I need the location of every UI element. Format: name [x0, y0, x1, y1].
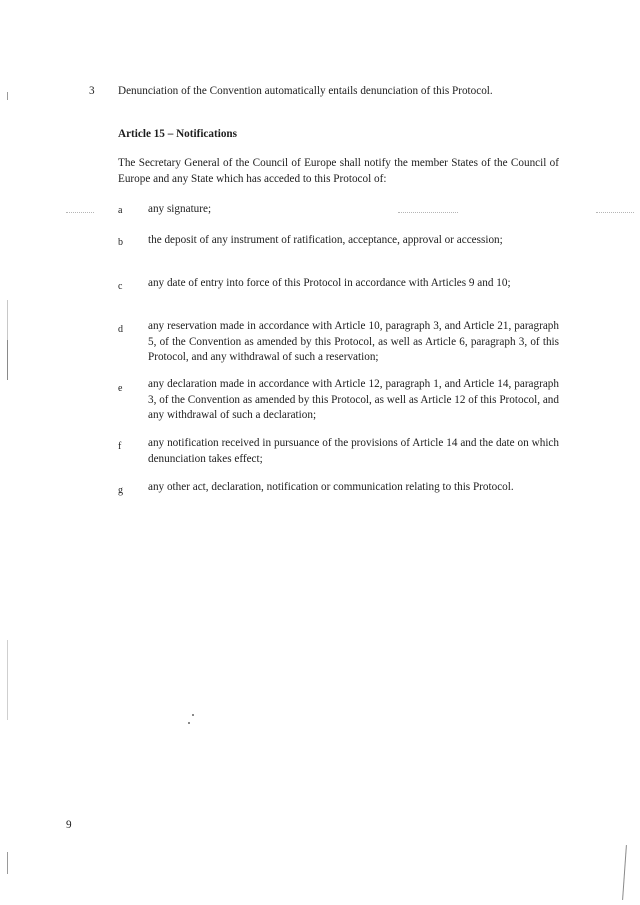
list-item-letter: d	[118, 324, 123, 335]
list-item-letter: f	[118, 441, 122, 452]
article-intro: The Secretary General of the Council of Europe shall notify the member States of the Council of Europe and any State which has acceded to this Protocol of:	[118, 157, 559, 185]
scan-mark	[622, 845, 627, 900]
list-item: any declaration made in accordance with Article 12, paragraph 1, and Article 14, paragraph 3, of the Convention as amended by this Protocol, as well as Article 12 of this Protocol, and any withdrawal of such a declaration;	[148, 378, 559, 422]
scan-mark	[7, 92, 8, 100]
list-item-letter: b	[118, 237, 123, 248]
list-item-letter: c	[118, 281, 123, 292]
scan-dots-left	[66, 212, 94, 214]
scan-dots-right	[596, 212, 634, 214]
list-item: any notification received in pursuance of the provisions of Article 14 and the date on which denunciation takes effect;	[148, 437, 559, 465]
scan-mark	[7, 852, 8, 874]
scan-dots-mid	[398, 212, 458, 214]
list-item: any signature;	[148, 203, 212, 215]
article-heading: Article 15 – Notifications	[118, 128, 237, 140]
scan-mark	[192, 714, 194, 716]
paragraph-number: 3	[89, 85, 95, 97]
list-item: the deposit of any instrument of ratification, acceptance, approval or accession;	[148, 234, 503, 246]
scan-mark	[7, 640, 8, 720]
scan-mark	[188, 722, 190, 724]
list-item: any reservation made in accordance with Article 10, paragraph 3, and Article 21, paragraph 5, of the Convention as amended by this Protocol, as well as Article 6, paragraph 3, of this Protocol, and any withdrawal of such a reservation;	[148, 320, 559, 364]
list-item-letter: a	[118, 205, 123, 216]
list-item: any other act, declaration, notification or communication relating to this Protocol.	[148, 481, 514, 493]
list-item-letter: g	[118, 485, 123, 496]
scan-mark	[7, 340, 8, 380]
paragraph-text: Denunciation of the Convention automatically entails denunciation of this Protocol.	[118, 85, 493, 97]
list-item: any date of entry into force of this Protocol in accordance with Articles 9 and 10;	[148, 277, 511, 289]
list-item-letter: e	[118, 383, 123, 394]
page-number: 9	[66, 819, 72, 831]
